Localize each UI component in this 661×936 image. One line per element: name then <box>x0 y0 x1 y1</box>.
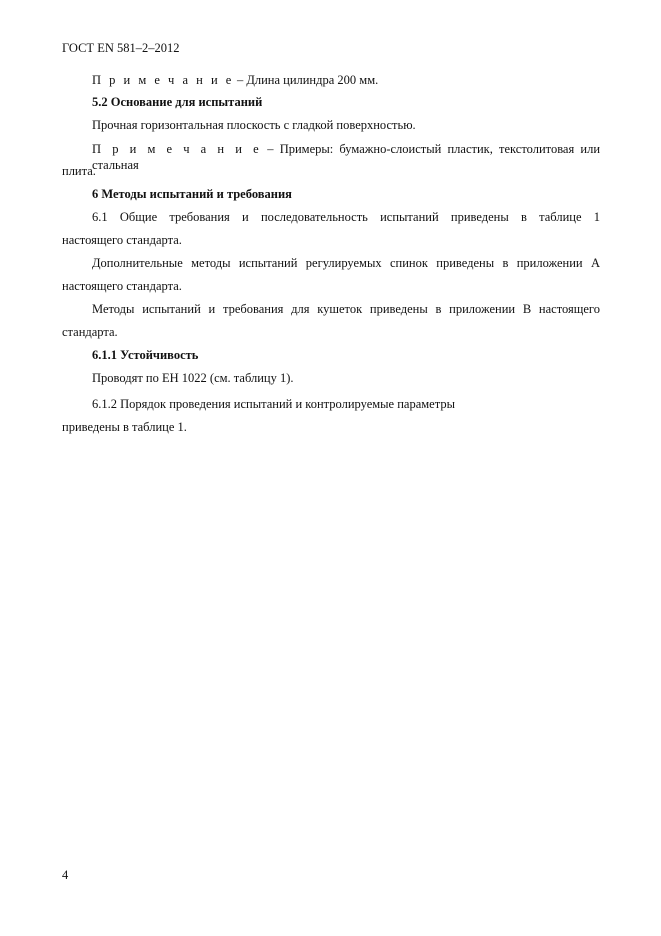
section-heading-6-1-1: 6.1.1 Устойчивость <box>92 348 199 362</box>
paragraph: Дополнительные методы испытаний регулируемых спинок приведены в приложении А <box>92 256 600 270</box>
paragraph: Прочная горизонтальная плоскость с гладкой поверхностью. <box>92 118 416 132</box>
paragraph: 6.1 Общие требования и последовательность испытаний приведены в таблице 1 <box>92 210 600 224</box>
paragraph: 6.1.2 Порядок проведения испытаний и контролируемые параметры <box>92 397 455 411</box>
note-label: П р и м е ч а н и е <box>92 73 234 87</box>
page-number: 4 <box>62 868 69 882</box>
document-header: ГОСТ EN 581–2–2012 <box>62 41 180 55</box>
paragraph-continuation: приведены в таблице 1. <box>62 420 187 434</box>
note-text: – Длина цилиндра 200 мм. <box>233 73 379 87</box>
note-paragraph <box>92 72 600 88</box>
note-text: – Примеры: бумажно-слоистый пластик, текстолитовая или стальная <box>92 142 601 172</box>
paragraph-continuation: настоящего стандарта. <box>62 233 182 247</box>
section-heading-5-2: 5.2 Основание для испытаний <box>92 95 263 109</box>
paragraph-continuation: плита. <box>62 164 96 178</box>
paragraph-continuation: стандарта. <box>62 325 118 339</box>
note-label: П р и м е ч а н и е <box>92 142 262 156</box>
paragraph: Методы испытаний и требования для кушеток приведены в приложении В настоящего <box>92 302 600 316</box>
paragraph-continuation: настоящего стандарта. <box>62 279 182 293</box>
section-heading-6: 6 Методы испытаний и требования <box>92 187 292 201</box>
paragraph: Проводят по ЕН 1022 (см. таблицу 1). <box>92 371 294 385</box>
